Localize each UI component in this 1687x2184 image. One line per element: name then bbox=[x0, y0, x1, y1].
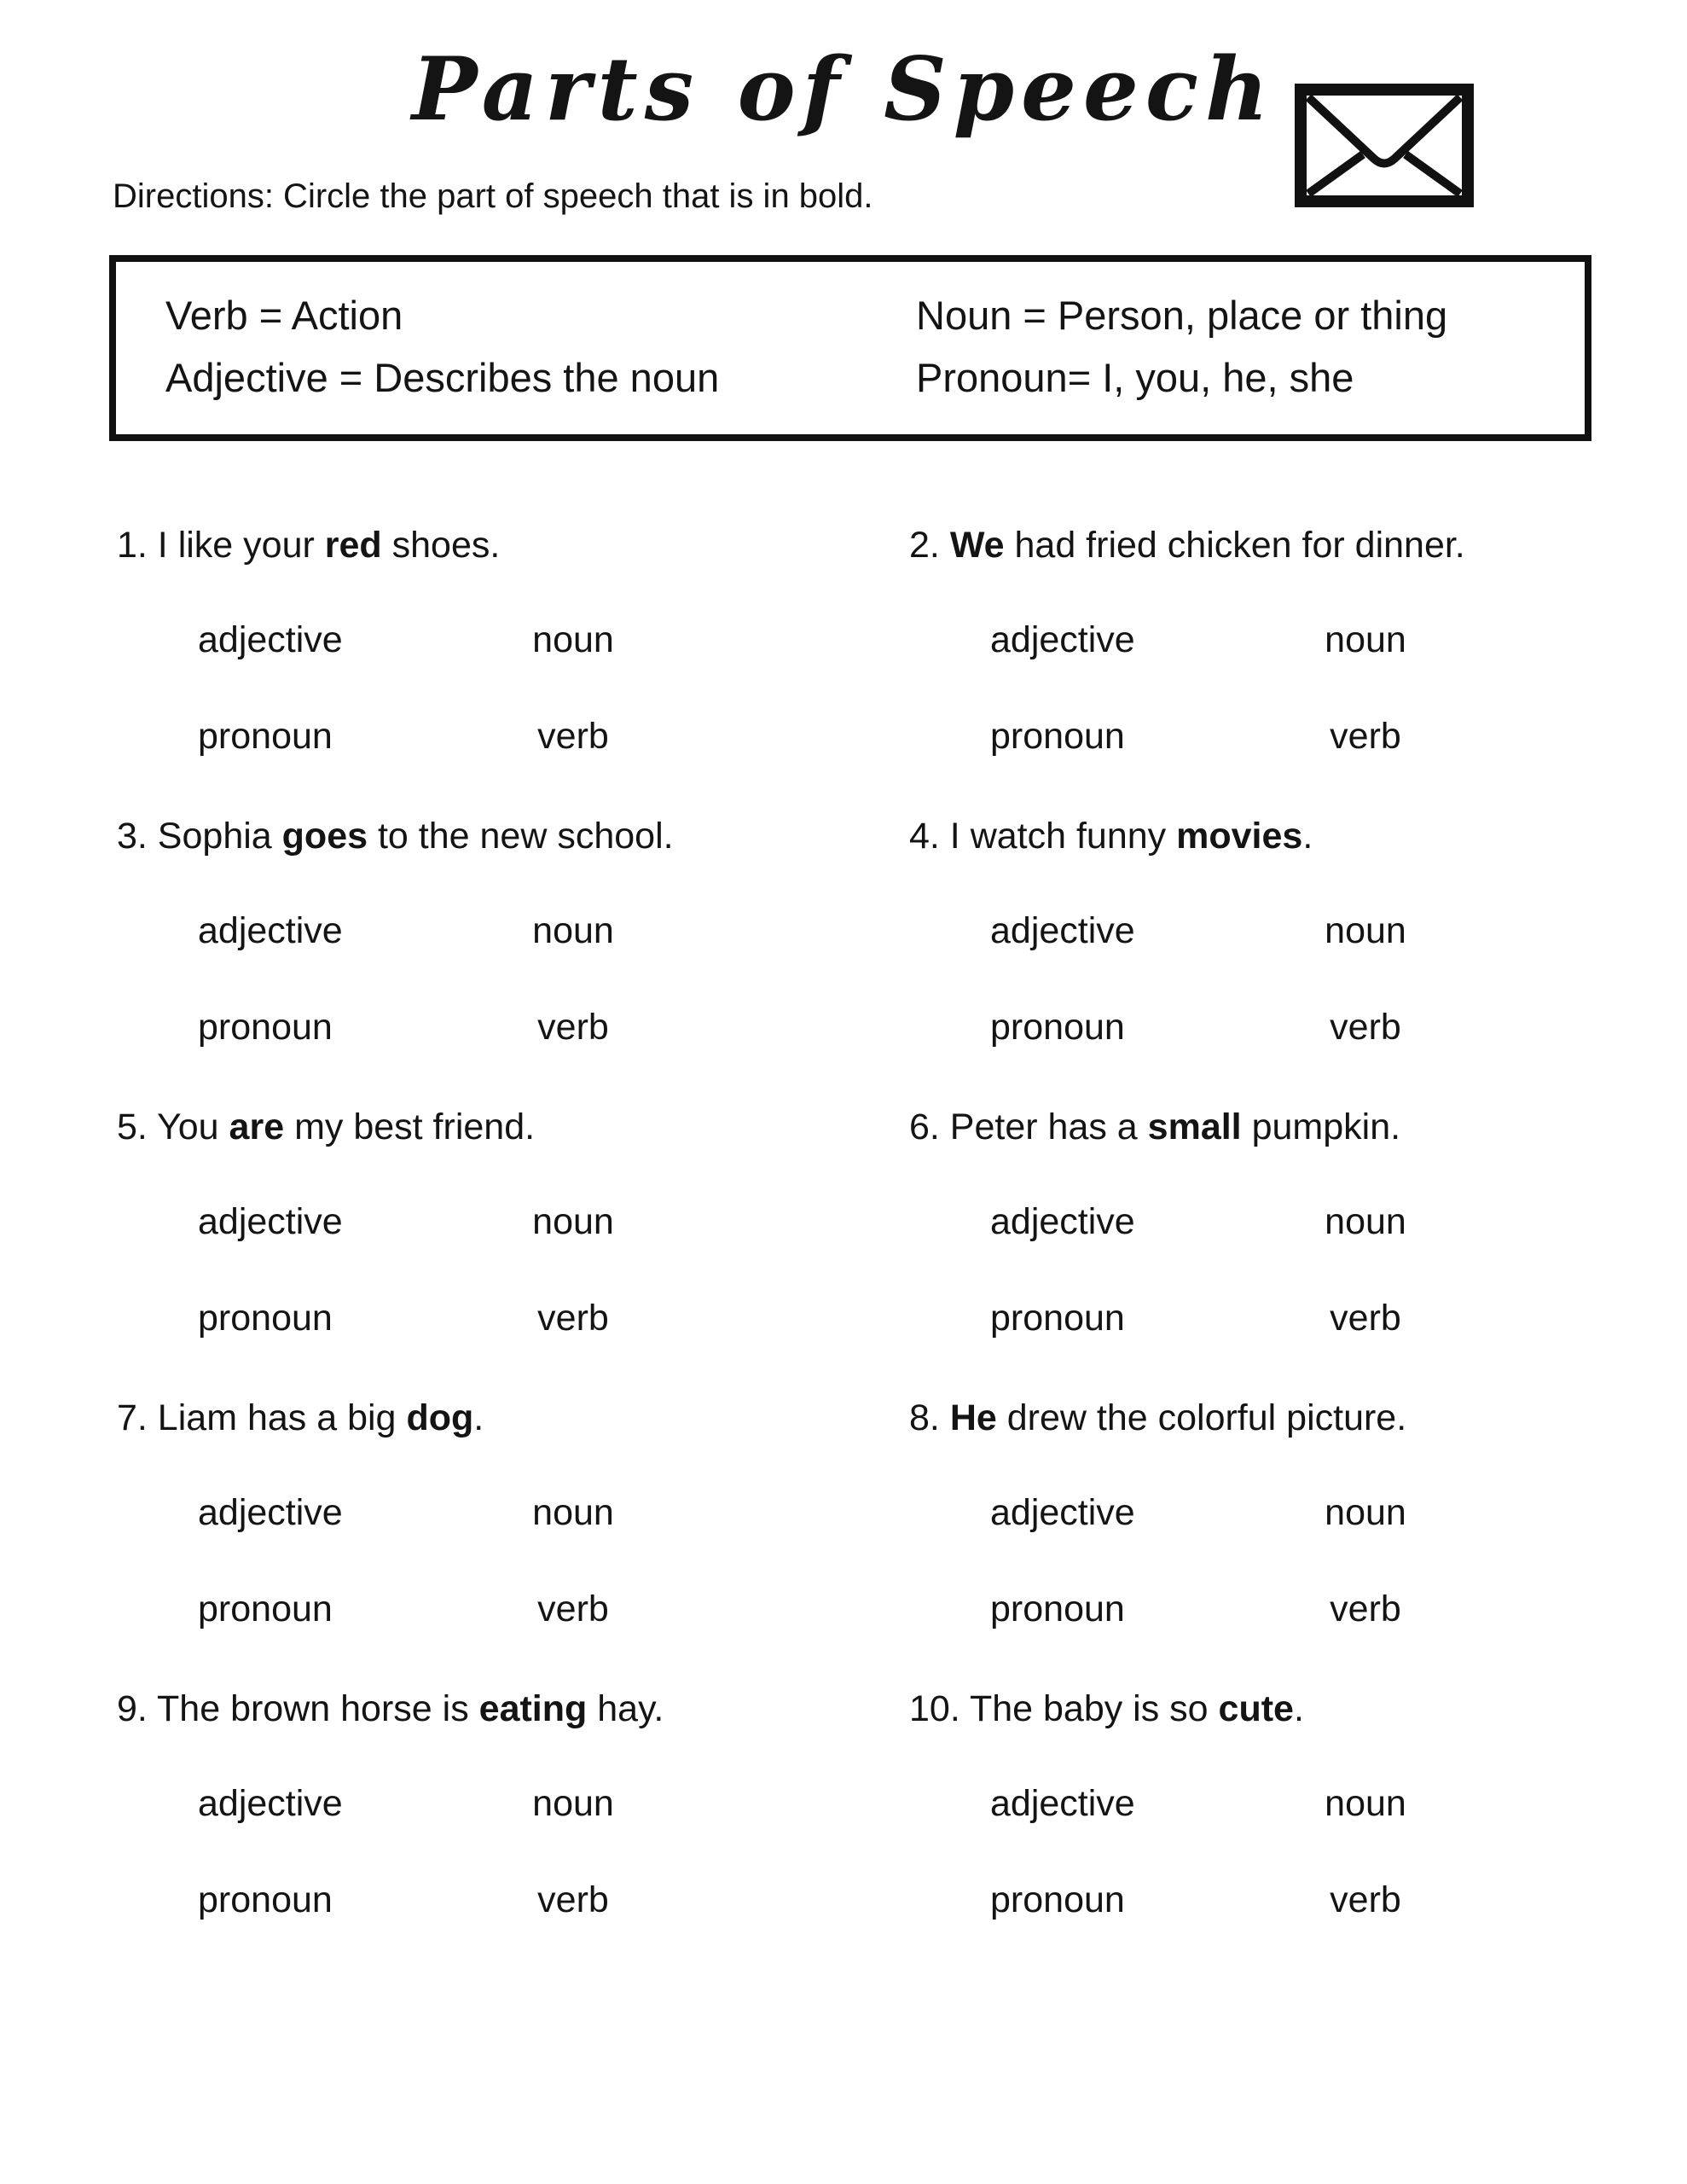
question-1-option-adjective[interactable]: adjective bbox=[198, 619, 343, 660]
questions-grid bbox=[0, 520, 1687, 1974]
question-8-text-before: 8. bbox=[909, 1397, 950, 1438]
question-7-options bbox=[117, 1488, 658, 1634]
envelope-icon bbox=[1295, 84, 1474, 207]
question-6 bbox=[909, 1101, 1687, 1343]
question-1-sentence bbox=[117, 520, 909, 571]
question-10-bold-word: cute bbox=[1218, 1688, 1294, 1729]
question-5-bold-word: are bbox=[229, 1107, 285, 1147]
question-7-sentence bbox=[117, 1392, 909, 1443]
question-9-option-pronoun[interactable]: pronoun bbox=[198, 1879, 333, 1920]
question-7-option-verb[interactable]: verb bbox=[537, 1589, 609, 1629]
question-9-option-verb[interactable]: verb bbox=[537, 1879, 609, 1920]
question-8-sentence bbox=[909, 1392, 1687, 1443]
question-3-option-verb[interactable]: verb bbox=[537, 1007, 609, 1048]
question-1-option-verb[interactable]: verb bbox=[537, 716, 609, 757]
question-4-bold-word: movies bbox=[1176, 816, 1303, 857]
question-1-text-before: 1. I like your bbox=[117, 525, 325, 566]
question-1-option-noun[interactable]: noun bbox=[532, 619, 614, 660]
question-3 bbox=[117, 810, 909, 1052]
question-4-option-noun[interactable]: noun bbox=[1325, 910, 1406, 951]
question-10-options bbox=[909, 1779, 1451, 1925]
question-5-text-after: my best friend. bbox=[284, 1107, 536, 1147]
question-7 bbox=[117, 1392, 909, 1634]
question-5-text-before: 5. You bbox=[117, 1107, 229, 1147]
question-6-bold-word: small bbox=[1147, 1107, 1242, 1147]
question-4-option-pronoun[interactable]: pronoun bbox=[990, 1007, 1125, 1048]
question-1 bbox=[117, 520, 909, 761]
question-3-bold-word: goes bbox=[281, 816, 368, 857]
definition-noun: Noun = Person, place or thing bbox=[916, 293, 1448, 338]
question-1-option-pronoun[interactable]: pronoun bbox=[198, 716, 333, 757]
question-10-option-noun[interactable]: noun bbox=[1325, 1783, 1406, 1824]
question-7-option-pronoun[interactable]: pronoun bbox=[198, 1589, 333, 1629]
definition-adjective: Adjective = Describes the noun bbox=[165, 355, 720, 400]
question-10-text-after: . bbox=[1293, 1688, 1304, 1729]
definitions-box bbox=[109, 255, 1591, 441]
question-6-option-adjective[interactable]: adjective bbox=[990, 1201, 1135, 1242]
question-8-text-after: drew the colorful picture. bbox=[996, 1397, 1407, 1438]
question-5-sentence bbox=[117, 1101, 909, 1153]
question-5-option-noun[interactable]: noun bbox=[532, 1201, 614, 1242]
question-3-text-after: to the new school. bbox=[368, 816, 674, 857]
question-3-option-pronoun[interactable]: pronoun bbox=[198, 1007, 333, 1048]
question-3-text-before: 3. Sophia bbox=[117, 816, 282, 857]
question-3-options bbox=[117, 906, 658, 1052]
question-5-option-pronoun[interactable]: pronoun bbox=[198, 1298, 333, 1339]
question-4-option-adjective[interactable]: adjective bbox=[990, 910, 1135, 951]
question-2-option-noun[interactable]: noun bbox=[1325, 619, 1406, 660]
question-9-option-noun[interactable]: noun bbox=[532, 1783, 614, 1824]
question-9-sentence bbox=[117, 1683, 909, 1734]
question-8-option-pronoun[interactable]: pronoun bbox=[990, 1589, 1125, 1629]
question-4-text-after: . bbox=[1302, 816, 1313, 857]
question-6-sentence bbox=[909, 1101, 1687, 1153]
question-5-option-adjective[interactable]: adjective bbox=[198, 1201, 343, 1242]
question-2-options bbox=[909, 615, 1451, 761]
question-7-bold-word: dog bbox=[406, 1397, 474, 1438]
question-2-sentence bbox=[909, 520, 1687, 571]
question-8-bold-word: He bbox=[949, 1397, 997, 1438]
question-1-options bbox=[117, 615, 658, 761]
question-8-option-verb[interactable]: verb bbox=[1330, 1589, 1401, 1629]
question-4 bbox=[909, 810, 1687, 1052]
question-10-sentence bbox=[909, 1683, 1687, 1734]
question-10-option-pronoun[interactable]: pronoun bbox=[990, 1879, 1125, 1920]
question-10-text-before: 10. The baby is so bbox=[909, 1688, 1219, 1729]
definition-verb: Verb = Action bbox=[165, 293, 403, 338]
question-7-text-after: . bbox=[473, 1397, 484, 1438]
question-3-option-noun[interactable]: noun bbox=[532, 910, 614, 951]
question-10-option-adjective[interactable]: adjective bbox=[990, 1783, 1135, 1824]
directions-text: Directions: Circle the part of speech that is in bold. bbox=[113, 177, 873, 215]
question-6-option-verb[interactable]: verb bbox=[1330, 1298, 1401, 1339]
question-3-option-adjective[interactable]: adjective bbox=[198, 910, 343, 951]
question-1-text-after: shoes. bbox=[381, 525, 501, 566]
question-9-options bbox=[117, 1779, 658, 1925]
definition-pronoun: Pronoun= I, you, he, she bbox=[916, 355, 1354, 400]
question-2-text-before: 2. bbox=[909, 525, 950, 566]
question-4-option-verb[interactable]: verb bbox=[1330, 1007, 1401, 1048]
question-9-option-adjective[interactable]: adjective bbox=[198, 1783, 343, 1824]
page-title: Parts of Speech bbox=[411, 38, 1276, 141]
question-2 bbox=[909, 520, 1687, 761]
question-2-option-verb[interactable]: verb bbox=[1330, 716, 1401, 757]
question-2-option-adjective[interactable]: adjective bbox=[990, 619, 1135, 660]
question-8-option-noun[interactable]: noun bbox=[1325, 1492, 1406, 1533]
question-9-bold-word: eating bbox=[478, 1688, 588, 1729]
question-2-option-pronoun[interactable]: pronoun bbox=[990, 716, 1125, 757]
question-5-option-verb[interactable]: verb bbox=[537, 1298, 609, 1339]
question-10-option-verb[interactable]: verb bbox=[1330, 1879, 1401, 1920]
question-8 bbox=[909, 1392, 1687, 1634]
question-6-text-after: pumpkin. bbox=[1241, 1107, 1401, 1147]
question-8-options bbox=[909, 1488, 1451, 1634]
question-4-text-before: 4. I watch funny bbox=[909, 816, 1177, 857]
question-4-options bbox=[909, 906, 1451, 1052]
question-1-bold-word: red bbox=[324, 525, 382, 566]
question-2-text-after: had fried chicken for dinner. bbox=[1004, 525, 1465, 566]
question-9-text-after: hay. bbox=[587, 1688, 664, 1729]
question-9-text-before: 9. The brown horse is bbox=[117, 1688, 479, 1729]
question-2-bold-word: We bbox=[949, 525, 1005, 566]
question-7-option-adjective[interactable]: adjective bbox=[198, 1492, 343, 1533]
question-4-sentence bbox=[909, 810, 1687, 862]
question-6-option-pronoun[interactable]: pronoun bbox=[990, 1298, 1125, 1339]
question-5 bbox=[117, 1101, 909, 1343]
question-7-text-before: 7. Liam has a big bbox=[117, 1397, 407, 1438]
question-8-option-adjective[interactable]: adjective bbox=[990, 1492, 1135, 1533]
question-10 bbox=[909, 1683, 1687, 1925]
question-6-options bbox=[909, 1197, 1451, 1343]
question-5-options bbox=[117, 1197, 658, 1343]
question-9 bbox=[117, 1683, 909, 1925]
question-6-option-noun[interactable]: noun bbox=[1325, 1201, 1406, 1242]
question-3-sentence bbox=[117, 810, 909, 862]
question-7-option-noun[interactable]: noun bbox=[532, 1492, 614, 1533]
question-6-text-before: 6. Peter has a bbox=[909, 1107, 1148, 1147]
